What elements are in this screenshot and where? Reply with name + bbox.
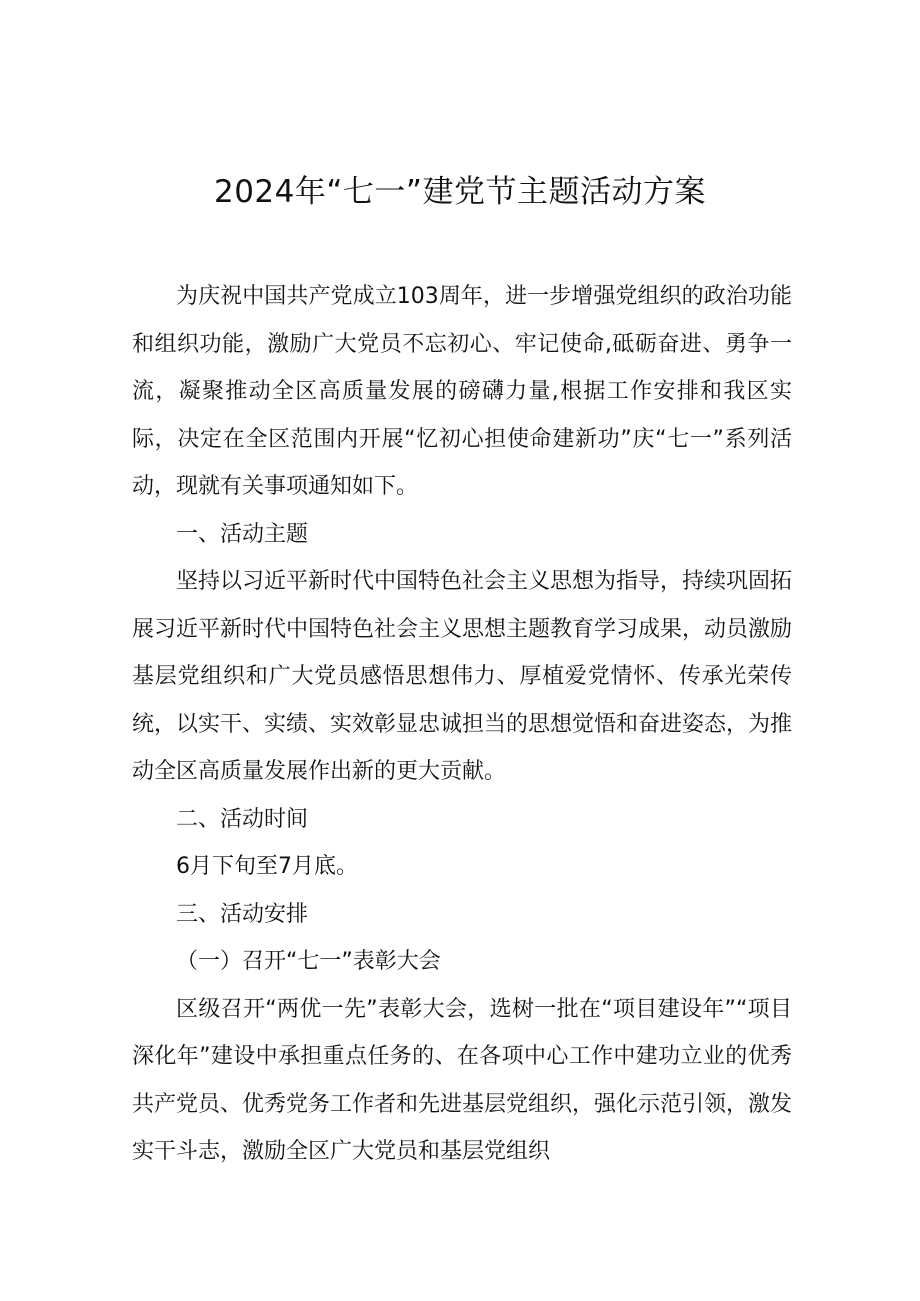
document-title: 2024年“七一”建党节主题活动方案 <box>213 174 706 210</box>
section-3-sub-1-paragraph: 区级召开“两优一先”表彰大会，选树一批在“项目建设年”“项目深化年”建设中承担重点任务的、在各项中心工作中建功立业的优秀共产党员、优秀党务工作者和先进基层党组织，强化示范引领，激发实干斗志，激励全区广大党员和基层党组织 <box>132 996 793 1164</box>
section-3-heading: 三、活动安排 <box>176 901 309 927</box>
section-3-subheading-1: （一）召开“七一”表彰大会 <box>176 949 441 974</box>
section-2-paragraph: 6月下旬至7月底。 <box>176 854 358 879</box>
section-1-paragraph: 坚持以习近平新时代中国特色社会主义思想为指导，持续巩固拓展习近平新时代中国特色社会主义思想主题教育学习成果，动员激励基层党组织和广大党员感悟思想伟力、厚植爱党情怀、传承光荣传统，以实干、实绩、实效彰显忠诚担当的思想觉悟和奋进姿态，为推动全区高质量发展作出新的更大贡献。 <box>132 569 793 784</box>
intro-paragraph: 为庆祝中国共产党成立103周年，进一步增强党组织的政治功能和组织功能，激励广大党员不忘初心、牢记使命,砥砺奋进、勇争一流，凝聚推动全区高质量发展的磅礴力量,根据工作安排和我区实际，决定在全区范围内开展“忆初心担使命建新功”庆“七一”系列活动，现就有关事项通知如下。 <box>132 284 792 499</box>
document-body <box>132 273 792 1176</box>
section-2-heading: 二、活动时间 <box>176 806 309 832</box>
section-1-heading: 一、活动主题 <box>176 521 309 547</box>
